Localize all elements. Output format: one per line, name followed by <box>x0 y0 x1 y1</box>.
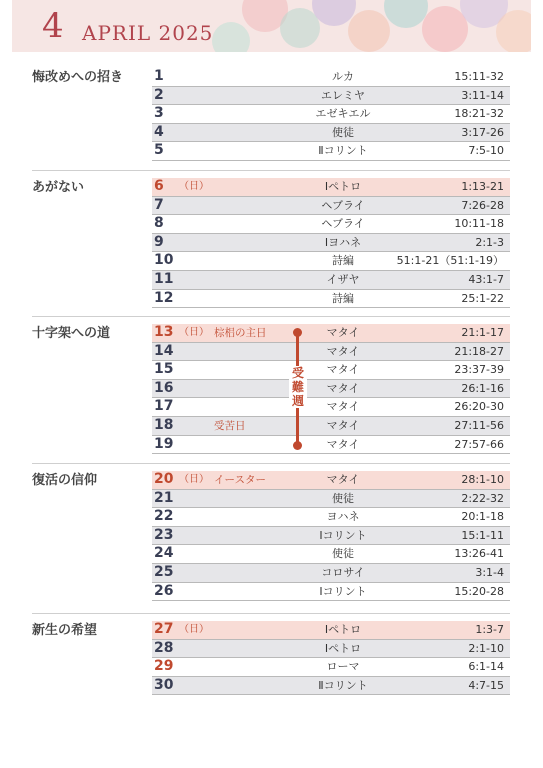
book-name: ローマ <box>326 660 360 674</box>
day-number: 28 <box>154 639 174 656</box>
reading-row <box>152 252 510 271</box>
section-theme: 十字架への道 <box>32 326 111 341</box>
chapter-verse: 28:1-10 <box>461 473 504 486</box>
chapter-verse: 3:1-4 <box>475 566 504 579</box>
day-number: 19 <box>154 435 174 452</box>
chapter-verse: 51:1-21（51:1-19） <box>396 254 504 268</box>
day-number: 12 <box>154 289 174 306</box>
book-name: マタイ <box>326 381 360 395</box>
day-number: 23 <box>154 526 174 543</box>
reading-row <box>152 508 510 527</box>
event-label: イースター <box>214 474 266 486</box>
reading-row <box>152 417 510 436</box>
section-divider <box>32 613 510 614</box>
reading-row <box>152 105 510 124</box>
day-number: 20 <box>154 471 174 487</box>
passion-week-label <box>289 366 307 408</box>
chapter-verse: 15:11-32 <box>454 70 504 83</box>
day-number: 5 <box>154 142 164 159</box>
weekday-label: （日） <box>179 327 209 338</box>
day-number: 26 <box>154 582 174 599</box>
book-name: ヘブライ <box>321 217 365 231</box>
book-name: 使徒 <box>332 125 354 139</box>
reading-row <box>152 490 510 509</box>
chapter-verse: 26:1-16 <box>461 381 504 395</box>
chapter-verse: 7:5-10 <box>468 144 504 158</box>
book-name: 使徒 <box>332 491 354 505</box>
reading-row <box>152 677 510 696</box>
chapter-verse: 27:11-56 <box>454 419 504 432</box>
passion-week-start-dot <box>293 328 302 337</box>
book-name: Ⅰペトロ <box>324 623 362 636</box>
section-theme: 悔改めへの招き <box>32 70 124 85</box>
book-name: ルカ <box>332 70 354 83</box>
passion-week-char: 難 <box>291 380 304 394</box>
day-number: 27 <box>154 621 174 637</box>
reading-row <box>152 527 510 546</box>
chapter-verse: 21:1-17 <box>461 326 504 339</box>
day-number: 30 <box>154 676 174 693</box>
day-number: 18 <box>154 417 174 433</box>
chapter-verse: 7:26-28 <box>461 198 504 212</box>
reading-row <box>152 142 510 161</box>
section-divider <box>32 463 510 464</box>
chapter-verse: 2:22-32 <box>461 491 504 505</box>
book-name: 詩編 <box>332 291 354 305</box>
chapter-verse: 3:11-14 <box>461 88 504 102</box>
book-name: マタイ <box>326 437 360 451</box>
passion-week-char: 週 <box>291 394 304 408</box>
day-number: 16 <box>154 379 174 396</box>
day-number: 17 <box>154 398 174 415</box>
decor-circle <box>212 22 250 52</box>
book-name: Ⅰコリント <box>319 528 367 542</box>
event-label: 棕梠の主日 <box>214 327 267 339</box>
chapter-verse: 26:20-30 <box>454 400 504 414</box>
book-name: 使徒 <box>332 547 354 561</box>
section-theme: 新生の希望 <box>32 623 98 638</box>
decor-circle <box>348 10 390 52</box>
day-number: 2 <box>154 86 164 103</box>
passion-week-end-dot <box>293 441 302 450</box>
reading-row <box>152 124 510 143</box>
book-name: Ⅰペトロ <box>324 180 362 193</box>
day-number: 13 <box>154 324 174 340</box>
reading-row <box>152 361 510 380</box>
chapter-verse: 4:7-15 <box>468 678 504 692</box>
book-name: Ⅰコリント <box>319 584 367 598</box>
chapter-verse: 15:1-11 <box>461 528 504 542</box>
decor-circle <box>496 10 531 52</box>
book-name: マタイ <box>326 326 360 339</box>
reading-row <box>152 436 510 455</box>
chapter-verse: 27:57-66 <box>454 437 504 451</box>
chapter-verse: 25:1-22 <box>461 291 504 305</box>
reading-row <box>152 621 510 640</box>
weekday-label: （日） <box>179 474 209 485</box>
section-theme: 復活の信仰 <box>32 473 98 488</box>
chapter-verse: 1:3-7 <box>475 623 504 636</box>
weekday-label: （日） <box>179 624 209 635</box>
chapter-verse: 15:20-28 <box>454 584 504 598</box>
reading-row <box>152 178 510 197</box>
day-number: 14 <box>154 342 174 359</box>
reading-row <box>152 380 510 399</box>
book-name: Ⅱコリント <box>318 678 368 692</box>
reading-row <box>152 545 510 564</box>
book-name: Ⅰペトロ <box>324 641 362 655</box>
day-number: 21 <box>154 489 174 506</box>
weekday-label: （日） <box>179 181 209 192</box>
book-name: イザヤ <box>326 273 360 286</box>
section-divider <box>32 316 510 317</box>
chapter-verse: 43:1-7 <box>468 273 504 286</box>
month-label: APRIL 2025 <box>82 21 214 45</box>
reading-row <box>152 640 510 659</box>
book-name: エレミヤ <box>321 88 365 102</box>
book-name: ヘブライ <box>321 198 365 212</box>
event-label: 受苦日 <box>214 420 246 432</box>
section-divider <box>32 170 510 171</box>
day-number: 1 <box>154 68 164 84</box>
book-name: エゼキエル <box>315 107 371 121</box>
day-number: 3 <box>154 105 164 122</box>
chapter-verse: 18:21-32 <box>454 107 504 121</box>
reading-row <box>152 215 510 234</box>
reading-row <box>152 583 510 602</box>
day-number: 9 <box>154 233 164 250</box>
reading-row <box>152 658 510 677</box>
book-name: マタイ <box>326 400 360 414</box>
chapter-verse: 13:26-41 <box>454 547 504 561</box>
month-header <box>12 0 531 52</box>
reading-row <box>152 398 510 417</box>
reading-row <box>152 197 510 216</box>
day-number: 15 <box>154 361 174 378</box>
day-number: 6 <box>154 178 164 194</box>
book-name: コロサイ <box>321 566 365 579</box>
reading-row <box>152 471 510 490</box>
day-number: 11 <box>154 271 174 287</box>
reading-row <box>152 234 510 253</box>
reading-row <box>152 271 510 290</box>
chapter-verse: 10:11-18 <box>454 217 504 231</box>
chapter-verse: 1:13-21 <box>461 180 504 193</box>
reading-row <box>152 68 510 87</box>
book-name: マタイ <box>326 419 360 432</box>
section-theme: あがない <box>32 180 85 195</box>
chapter-verse: 6:1-14 <box>468 660 504 674</box>
day-number: 24 <box>154 545 174 562</box>
chapter-verse: 3:17-26 <box>461 125 504 139</box>
reading-row <box>152 290 510 309</box>
book-name: マタイ <box>326 473 360 486</box>
book-name: ヨハネ <box>326 510 360 524</box>
day-number: 8 <box>154 215 164 232</box>
day-number: 4 <box>154 123 164 140</box>
book-name: マタイ <box>326 344 360 358</box>
day-number: 7 <box>154 196 164 213</box>
reading-row <box>152 87 510 106</box>
book-name: Ⅱコリント <box>318 144 368 158</box>
day-number: 25 <box>154 564 174 580</box>
day-number: 10 <box>154 252 174 269</box>
book-name: 詩編 <box>332 254 354 268</box>
chapter-verse: 23:37-39 <box>454 363 504 377</box>
reading-row <box>152 324 510 343</box>
book-name: マタイ <box>326 363 360 377</box>
day-number: 22 <box>154 508 174 525</box>
chapter-verse: 20:1-18 <box>461 510 504 524</box>
reading-row <box>152 343 510 362</box>
chapter-verse: 21:18-27 <box>454 344 504 358</box>
day-number: 29 <box>154 658 174 675</box>
month-number: 4 <box>42 6 64 46</box>
chapter-verse: 2:1-10 <box>468 641 504 655</box>
book-name: Ⅰヨハネ <box>324 235 362 249</box>
passion-week-char: 受 <box>291 366 304 380</box>
reading-row <box>152 564 510 583</box>
chapter-verse: 2:1-3 <box>475 235 504 249</box>
